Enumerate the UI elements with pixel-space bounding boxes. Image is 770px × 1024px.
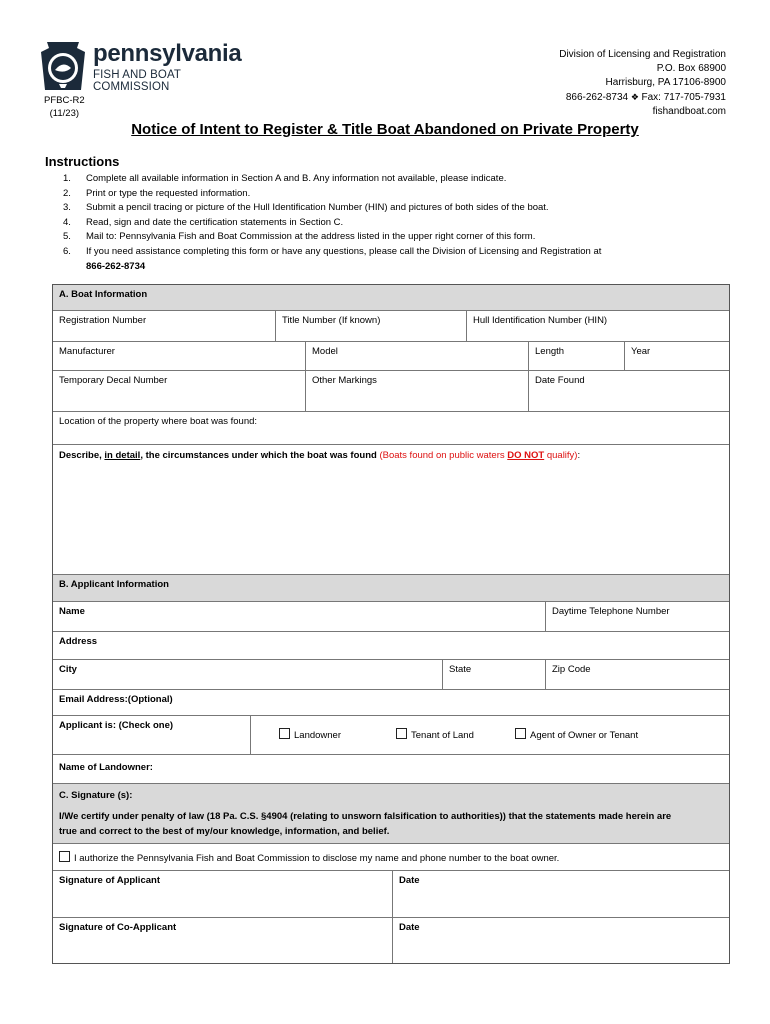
instruction-item: 5. Mail to: Pennsylvania Fish and Boat Commission at the address listed in the upper right corner of this form. bbox=[63, 231, 536, 243]
describe-row bbox=[53, 445, 729, 575]
section-c-text bbox=[53, 784, 729, 843]
checkbox-icon[interactable] bbox=[515, 728, 526, 739]
brand-subtitle: FISH AND BOAT COMMISSION bbox=[93, 69, 181, 93]
certification-line-2: true and correct to the best of my/our knowledge, information, and belief. bbox=[59, 826, 390, 837]
agency-address bbox=[559, 48, 726, 119]
address-line-2: P.O. Box 68900 bbox=[656, 63, 726, 74]
city-field[interactable]: City bbox=[59, 664, 77, 675]
boat-make-row bbox=[53, 342, 729, 371]
address-row bbox=[53, 632, 729, 660]
model-field[interactable]: Model bbox=[305, 342, 528, 370]
location-row bbox=[53, 412, 729, 445]
authorize-checkbox[interactable]: I authorize the Pennsylvania Fish and Boat Commission to disclose my name and phone number to the boat owner. bbox=[53, 844, 729, 870]
checkbox-icon[interactable] bbox=[396, 728, 407, 739]
brand-name: pennsylvania bbox=[93, 40, 242, 67]
hin-field[interactable]: Hull Identification Number (HIN) bbox=[466, 311, 729, 341]
form-date: (11/23) bbox=[49, 108, 80, 119]
instruction-item: 1. Complete all available information in Section A and B. Any information not available, please indicate. bbox=[63, 173, 507, 184]
instruction-item: 2. Print or type the requested information. bbox=[63, 187, 251, 199]
manufacturer-field[interactable]: Manufacturer bbox=[59, 346, 115, 357]
section-b-title: B. Applicant Information bbox=[59, 579, 169, 590]
landowner-name-field[interactable]: Name of Landowner: bbox=[59, 762, 153, 773]
application-form bbox=[52, 284, 730, 964]
section-a-title: A. Boat Information bbox=[59, 289, 148, 300]
zip-code-field[interactable]: Zip Code bbox=[545, 660, 729, 689]
applicant-signature-field[interactable]: Signature of Applicant bbox=[59, 875, 160, 886]
instruction-item: 6. If you need assistance completing this form or have any questions, please call the Division of Licensing and Registration at 866-262-8734 bbox=[63, 245, 602, 272]
name-row bbox=[53, 602, 729, 632]
applicant-type-label: Applicant is: (Check one) bbox=[59, 720, 174, 731]
landowner-option[interactable]: Landowner bbox=[279, 728, 341, 741]
address-line-1: Division of Licensing and Registration bbox=[559, 49, 726, 60]
section-c-title: C. Signature (s): bbox=[59, 790, 133, 801]
instructions-heading: Instructions bbox=[45, 154, 120, 169]
authorize-row bbox=[53, 844, 729, 871]
applicant-type-options bbox=[250, 716, 729, 754]
section-c-header bbox=[53, 784, 729, 844]
coapplicant-signature-row bbox=[53, 918, 729, 963]
instruction-item: 3. Submit a pencil tracing or picture of the Hull Identification Number (HIN) and pictures of both sides of the boat. bbox=[63, 202, 549, 214]
page-title: Notice of Intent to Register & Title Boat Abandoned on Private Property bbox=[131, 121, 639, 138]
agent-option[interactable]: Agent of Owner or Tenant bbox=[515, 728, 638, 741]
coapplicant-signature-field[interactable]: Signature of Co-Applicant bbox=[59, 922, 177, 933]
applicant-date-field[interactable]: Date bbox=[392, 871, 729, 917]
state-field[interactable]: State bbox=[442, 660, 545, 689]
email-row bbox=[53, 690, 729, 716]
pfbc-logo bbox=[37, 38, 257, 94]
applicant-type-row bbox=[53, 716, 729, 755]
coapplicant-date-field[interactable]: Date bbox=[392, 918, 729, 963]
assistance-phone: 866-262-8734 bbox=[86, 260, 146, 272]
form-id bbox=[44, 94, 85, 120]
phone-number: 866-262-8734 bbox=[565, 92, 629, 103]
boat-id-row bbox=[53, 311, 729, 342]
form-code: PFBC-R2 bbox=[44, 95, 85, 106]
address-field[interactable]: Address bbox=[59, 636, 98, 647]
address-phone-line bbox=[559, 90, 726, 105]
city-row bbox=[53, 660, 729, 690]
applicant-signature-row bbox=[53, 871, 729, 918]
website: fishandboat.com bbox=[652, 106, 726, 117]
location-field[interactable]: Location of the property where boat was found: bbox=[59, 416, 258, 427]
year-field[interactable]: Year bbox=[624, 342, 729, 370]
length-field[interactable]: Length bbox=[528, 342, 624, 370]
registration-number-field[interactable]: Registration Number bbox=[59, 315, 147, 326]
describe-field[interactable]: Describe, in detail, the circumstances under which the boat was found (Boats found on public waters DO NOT qualify): bbox=[59, 450, 581, 461]
section-b-header bbox=[53, 575, 729, 602]
email-field[interactable]: Email Address:(Optional) bbox=[59, 694, 173, 705]
other-markings-field[interactable]: Other Markings bbox=[305, 371, 528, 411]
section-a-header bbox=[53, 285, 729, 311]
temporary-decal-field[interactable]: Temporary Decal Number bbox=[59, 375, 168, 386]
checkbox-icon[interactable] bbox=[59, 851, 70, 862]
keystone-badge-icon bbox=[37, 38, 89, 94]
title-number-field[interactable]: Title Number (If known) bbox=[275, 311, 466, 341]
date-found-field[interactable]: Date Found bbox=[528, 371, 729, 411]
instruction-item: 4. Read, sign and date the certification statements in Section C. bbox=[63, 216, 344, 228]
checkbox-icon[interactable] bbox=[279, 728, 290, 739]
diamond-separator-icon: ❖ bbox=[630, 92, 642, 102]
fax-number: Fax: 717-705-7931 bbox=[641, 92, 726, 103]
name-field[interactable]: Name bbox=[59, 606, 85, 617]
certification-line-1: I/We certify under penalty of law (18 Pa. C.S. §4904 (relating to unsworn falsification to authorities)) that the statements made herein are bbox=[59, 811, 672, 822]
daytime-phone-field[interactable]: Daytime Telephone Number bbox=[545, 602, 729, 631]
landowner-name-row bbox=[53, 755, 729, 784]
tenant-option[interactable]: Tenant of Land bbox=[396, 728, 474, 741]
address-line-3: Harrisburg, PA 17106-8900 bbox=[605, 77, 726, 88]
boat-marks-row bbox=[53, 371, 729, 412]
instructions-list bbox=[63, 172, 601, 274]
